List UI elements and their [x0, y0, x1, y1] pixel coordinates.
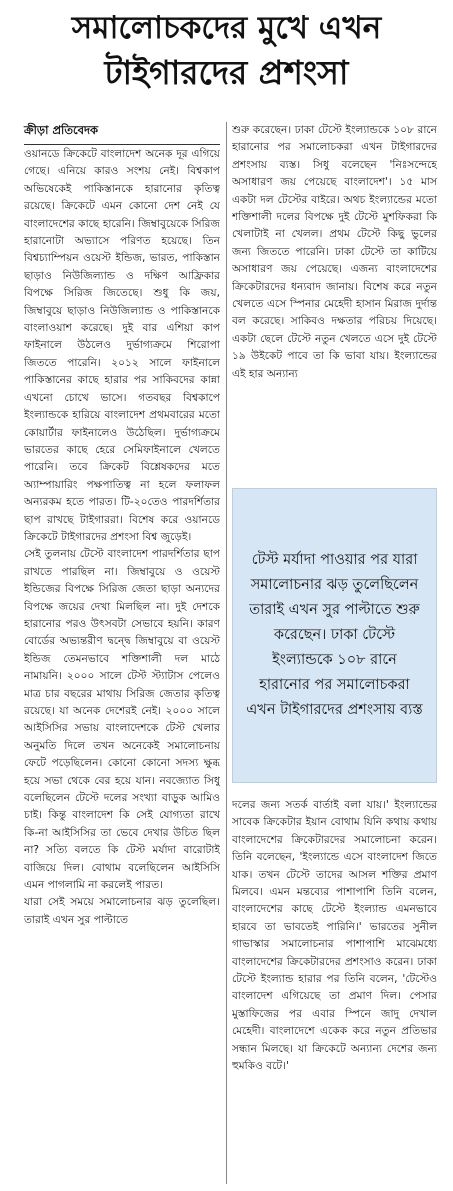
- headline-line-1: সমালোচকদের মুখে এখন: [71, 10, 382, 46]
- article-paragraph-1: ওয়ানডে ক্রিকেটে বাংলাদেশ অনেক দূর এগিয়ে গেছে। এনিয়ে কারও সংশয় নেই। বিশ্বকাপ অভিষেকেই পাকিস্তানকে হারানোর কৃতিত্ব রয়েছে। ক্রিকেটে এমন কোনো দেশ নেই যে বাংলাদেশের কাছে হারেনি। জিম্বাবুয়েকে সিরিজ হারানোটা অভ্যাসে পরিণত হয়েছে। তিন বিশ্বচ্যাম্পিয়ন ওয়েস্ট ইন্ডিজ, ভারত, পাকিস্তান ছাড়াও নিউজিল্যান্ড ও দক্ষিণ আফ্রিকার বিপক্ষে সিরিজ জিতেছে। শুধু কি জয়, জিম্বাবুয়ে ছাড়াও নিউজিল্যান্ড ও পাকিস্তানকে বাংলাওয়াশ করেছে। দুই বার এশিয়া কাপ ফাইনালে উঠলেও দুর্ভাগ্যক্রমে শিরোপা জিততে পারেনি। ২০১২ সালে ফাইনালে পাকিস্তানের কাছে হারার পর সাকিবদের কান্না এখনো চোখে ভাসে। গতবছর বিশ্বকাপে ইংল্যান্ডকে হারিয়ে বাংলাদেশ প্রথমবারের মতো কোয়ার্টার ফাইনালেও উঠেছিল। দুর্ভাগ্যক্রমে ভারতের কাছে হেরে সেমিফাইনালে খেলতে পারেনি। তবে ক্রিকেট বিশ্লেষকদের মতে অ্যাম্পায়ারিং পক্ষপাতিত্ব না হলে ফলাফল অন্যরকম হতে পারত। টি-২০তেও পারদর্শিতার ছাপ রাখছে টাইগাররা। বিশেষ করে ওয়ানডে ক্রিকেটে টাইগারদের প্রশংসা বিশ্ব জুড়েই।: [24, 148, 220, 543]
- pull-quote-text: টেস্ট মর্যাদা পাওয়ার পর যারা সমালোচনার ঝড় তুলেছিলেন তারাই এখন সুর পাল্টাতে শুরু করেছেন। ঢাকা টেস্টে ইংল্যান্ডকে ১০৮ রানে হারানোর পর সমালোচকরা এখন টাইগারদের প্রশংসায় ব্যস্ত: [246, 552, 423, 718]
- column-divider: [226, 122, 227, 1184]
- article-paragraph-final: দলের জন্য সতর্ক বার্তাই বলা যায়।' ইংল্যান্ডের সাবেক ক্রিকেটার ইয়ান বোথাম যিনি কথায় কথায় বাংলাদেশের ক্রিকেটারদের সমালোচনা করেন। তিনি বলেছেন, 'ইংল্যান্ডে এসে বাংলাদেশ জিতে যাক। তখন টেস্টে তাদের আসল শক্তির প্রমাণ মিলবে। এমন মন্তব্যের পাশাপাশি তিনি বলেন, বাংলাদেশের কাছে টেস্টে ইংল্যান্ড এমনভাবে হারবে তা ভাবতেই পারিনি।' ভারতের সুনীল গাভাস্কার সমালোচনার পাশাপাশি মাঝেমধ্যে বাংলাদেশের ক্রিকেটারদের প্রশংসাও করেন। ঢাকা টেস্টে ইংল্যান্ড হারার পর তিনি বলেন, 'টেস্টেও বাংলাদেশ এগিয়েছে তা প্রমাণ দিল। পেসার মুস্তাফিজের পর এবার স্পিনে জাদু দেখাল মেহেদী। বাংলাদেশে একেক করে নতুন প্রতিভার সন্ধান মিলছে। যা ক্রিকেটে অন্যান্য দেশের জন্য হুমকিও বটে।': [232, 799, 437, 1073]
- pull-quote-box: [232, 488, 437, 783]
- byline: ক্রীড়া প্রতিবেদক: [24, 122, 220, 145]
- article-right-column-bottom: [232, 797, 437, 1187]
- article-right-column-top: [232, 122, 437, 472]
- article-paragraph-continued: শুরু করেছেন। ঢাকা টেস্টে ইংল্যান্ডকে ১০৮ রানে হারানোর পর সমালোচকরা এখন টাইগারদের প্রশংসায় ব্যস্ত। সিধু বলেছেন 'নিঃসন্দেহে অসাধারণ জয় পেয়েছে বাংলাদেশ'। ১৫ মাস একটা দল টেস্টের বাইরে। অথচ ইংল্যান্ডের মতো শক্তিশালী দলের বিপক্ষে দুই টেস্টে মুশফিকরা কি খেলাটাই না খেলল। প্রথম টেস্টে কিছু ভুলের জন্য জিততে পারেনি। ঢাকা টেস্টে তা কাটিয়ে অসাধারণ জয় পেয়েছে। এজন্য বাংলাদেশের ক্রিকেটারদের ধন্যবাদ জানায়। বিশেষ করে নতুন খেলতে এসে স্পিনার মেহেদী হাসান মিরাজ দুর্দান্ত বল করেছে। সাকিবও দক্ষতার পরিচয় দিয়েছে। একটা ছেলে টেস্টে নতুন খেলতে এসে দুই টেস্টে ১৯ উইকেট পাবে তা কি ভাবা যায়। ইংল্যান্ডের এই হার অন্যান্য: [232, 124, 437, 380]
- article-paragraph-2: সেই তুলনায় টেস্টে বাংলাদেশ পারদর্শিতার ছাপ রাখতে পারছিল না। জিম্বাবুয়ে ও ওয়েস্ট ইন্ডিজের বিপক্ষে সিরিজ জেতা ছাড়া অন্যদের বিপক্ষে জয়ের দেখা মিলছিল না। দুই দেশকে হারানোর পরও উৎসবটা সেভাবে হয়নি। কারণ বোর্ডের অভ্যন্তরীণ দ্বন্দ্বে জিম্বাবুয়ে বা ওয়েস্ট ইন্ডিজ তেমনভাবে শক্তিশালী দল মাঠে নামায়নি। ২০০০ সালে টেস্ট স্ট্যাটাস পেলেও মাত্র চার বছরের মাথায় সিরিজ জেতার কৃতিত্ব রয়েছে। যা অনেক দেশেরই নেই। ২০০০ সালে আইসিসির সভায় বাংলাদেশকে টেস্ট খেলার অনুমতি দিলে তখন অনেকেই সমালোচনায় ফেটে পড়েছিলেন। কোনো কোনো সদস্য ক্ষুব্ধ হয়ে সভা থেকে বের হয়ে যান। নবজ্যোত সিধু বলেছিলেন টেস্টে দলের সংখ্যা বাড়ুক আমিও চাই। কিন্তু বাংলাদেশ কি সেই যোগ্যতা রাখে কি-না আইসিসির তা ভেবে দেখার উচিত ছিল না? সত্যি বলতে কি টেস্ট মর্যাদা বারোটাই বাজিয়ে দিল। বোথাম বলেছিলেন আইসিসি এমন পাগলামি না করলেই পারত।: [24, 548, 220, 892]
- article-paragraph-3: যারা সেই সময়ে সমালোচনার ঝড় তুলেছিল। তারাই এখন সুর পাল্টাতে: [24, 896, 220, 926]
- headline-line-2: টাইগারদের প্রশংসা: [104, 53, 349, 92]
- article-left-column: [24, 146, 220, 1186]
- headline: [10, 6, 443, 96]
